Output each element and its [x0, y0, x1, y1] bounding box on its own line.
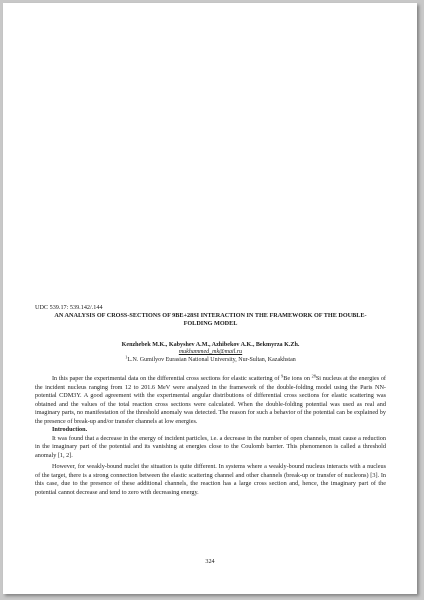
abstract: [35, 375, 386, 426]
abstract-sup-mass-be: 9: [281, 373, 284, 379]
abstract-sup-mass-si: 28: [311, 373, 316, 379]
affiliation: [35, 354, 386, 365]
intro-paragraph-2: However, for weakly-bound nuclei the situation is quite different. In systems where a weakly-bound nucleus interacts with a nucleus of the target, there is a strong connection between the elastic scattering channel and other channels (break-up or transfer of nucleons) [3]. In this case, due to the presence of these additional channels, the reaction has a large cross section and, hence, the imaginary part of the potential cannot decrease and tend to zero with decreasing energy.: [35, 463, 386, 496]
abstract-text-2: Be ions on: [283, 375, 312, 383]
author-email[interactable]: mukhammed_mk@mail.ru: [178, 348, 243, 355]
udc-code: UDC 539.17: 539.142/.144: [35, 304, 103, 311]
author-list: Kenzhebek M.K., Kabyshev A.M., Azhibekov A.K., Bekmyrza K.Zh.: [121, 341, 300, 348]
affiliation-text: L.N. Gumilyov Eurasian National University, Nur-Sultan, Kazakhstan: [127, 356, 296, 363]
section-heading-introduction: Introduction.: [52, 426, 88, 434]
paper-title: AN ANALYSIS OF CROSS-SECTIONS OF 9BE+28SI INTERACTION IN THE FRAMEWORK OF THE DOUBLE-FOLDING MODEL: [54, 312, 367, 328]
page-number: 324: [205, 558, 215, 565]
document-page: [3, 3, 417, 594]
affiliation-mark: 1: [125, 354, 128, 360]
paper-body: [35, 304, 386, 497]
abstract-text-3: Si nucleus at the energies of the incident nucleus ranging from 12 to 201.6 MeV were analyzed in the framework of the double-folding model using the Paris NN-potential CDM3Y. A good agreement with the experimental angular distributions of differential cross sections for elastic scattering was obtained and the values of the total reaction cross sections were calculated. When the double-folding potential was used as real and imaginary parts, no manifestation of the threshold anomaly was detected. The reason for such a behavior of the potential can be explained by the presence of break-up and/or transfer channels at low energies.: [35, 375, 386, 425]
abstract-text-1: In this paper the experimental data on the differential cross sections for elastic scattering of: [52, 375, 282, 383]
intro-paragraph-1: It was found that a decrease in the energy of incident particles, i.e. a decrease in the number of open channels, must cause a reduction in the imaginary part of the potential and its vanishing at energies close to the Coulomb barrier. This phenomenon is called a threshold anomaly [1, 2].: [35, 434, 386, 459]
